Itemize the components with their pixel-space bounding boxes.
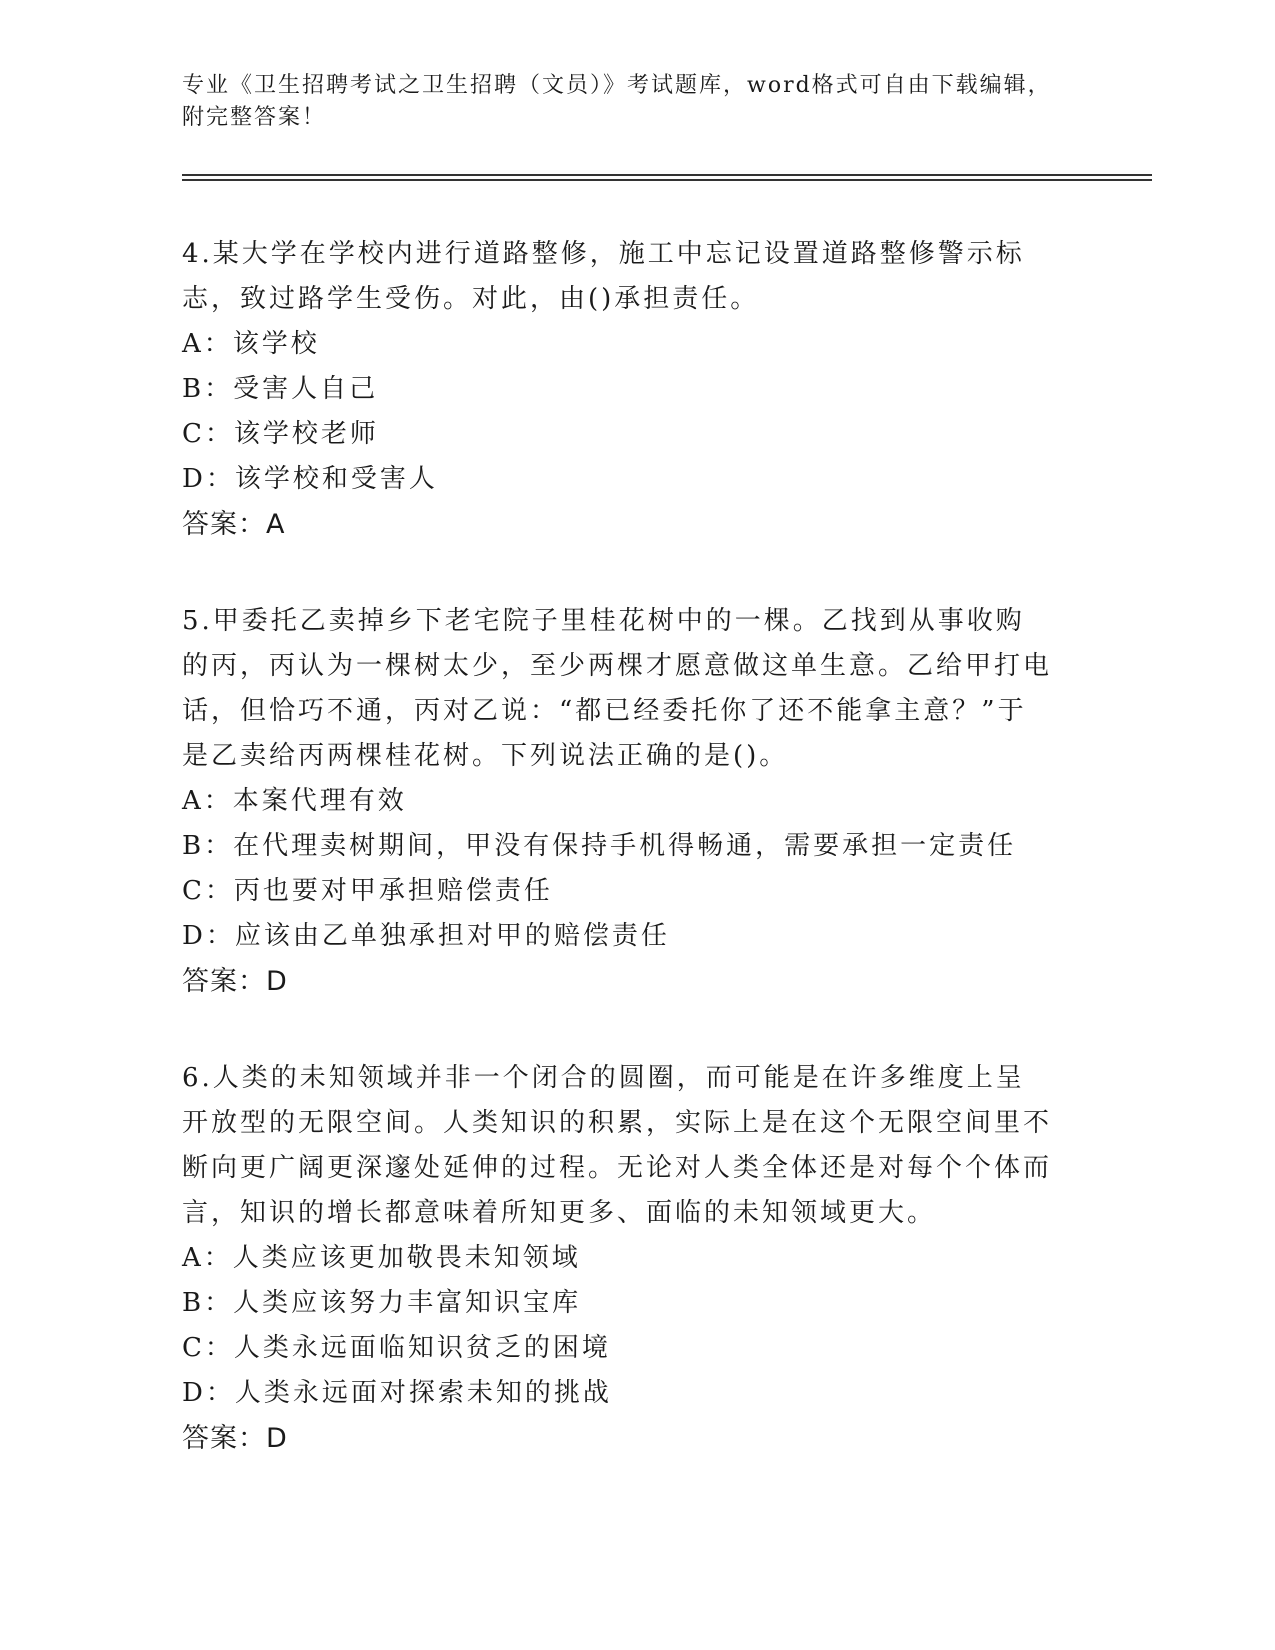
option-c: C：丙也要对甲承担赔偿责任 <box>182 876 553 906</box>
option-d: D：该学校和受害人 <box>182 464 438 494</box>
option-c: C：该学校老师 <box>182 419 379 449</box>
question-item <box>182 1056 1152 1461</box>
option-a: A：本案代理有效 <box>182 786 407 816</box>
answer-line: 答案：D <box>182 966 288 997</box>
option-b: B：受害人自己 <box>182 374 379 404</box>
header-divider <box>182 174 1152 176</box>
option-a: A：该学校 <box>182 329 320 359</box>
answer-line: 答案：D <box>182 1423 288 1454</box>
document-page <box>182 70 1152 1461</box>
question-item <box>182 599 1152 1004</box>
answer-line: 答案：A <box>182 509 286 540</box>
document-description: 专业《卫生招聘考试之卫生招聘（文员）》考试题库，word格式可自由下载编辑，附完整答案！ <box>182 73 1052 130</box>
option-d: D：应该由乙单独承担对甲的赔偿责任 <box>182 921 670 951</box>
option-b: B：在代理卖树期间，甲没有保持手机得畅通，需要承担一定责任 <box>182 831 1017 861</box>
option-b: B：人类应该努力丰富知识宝库 <box>182 1288 582 1318</box>
question-stem: 5.甲委托乙卖掉乡下老宅院子里桂花树中的一棵。乙找到从事收购的丙，丙认为一棵树太少，至少两棵才愿意做这单生意。乙给甲打电话，但恰巧不通，丙对乙说：“都已经委托你了还不能拿主意？”于是乙卖给丙两棵桂花树。下列说法正确的是()。 <box>182 606 1053 771</box>
option-a: A：人类应该更加敬畏未知领域 <box>182 1243 581 1273</box>
question-stem: 6.人类的未知领域并非一个闭合的圆圈，而可能是在许多维度上呈开放型的无限空间。人类知识的积累，实际上是在这个无限空间里不断向更广阔更深邃处延伸的过程。无论对人类全体还是对每个个体而言，知识的增长都意味着所知更多、面临的未知领域更大。 <box>182 1063 1053 1228</box>
option-d: D：人类永远面对探索未知的挑战 <box>182 1378 612 1408</box>
option-c: C：人类永远面临知识贫乏的困境 <box>182 1333 611 1363</box>
question-item <box>182 232 1152 547</box>
question-stem: 4.某大学在学校内进行道路整修，施工中忘记设置道路整修警示标志，致过路学生受伤。对此，由()承担责任。 <box>182 239 1025 314</box>
